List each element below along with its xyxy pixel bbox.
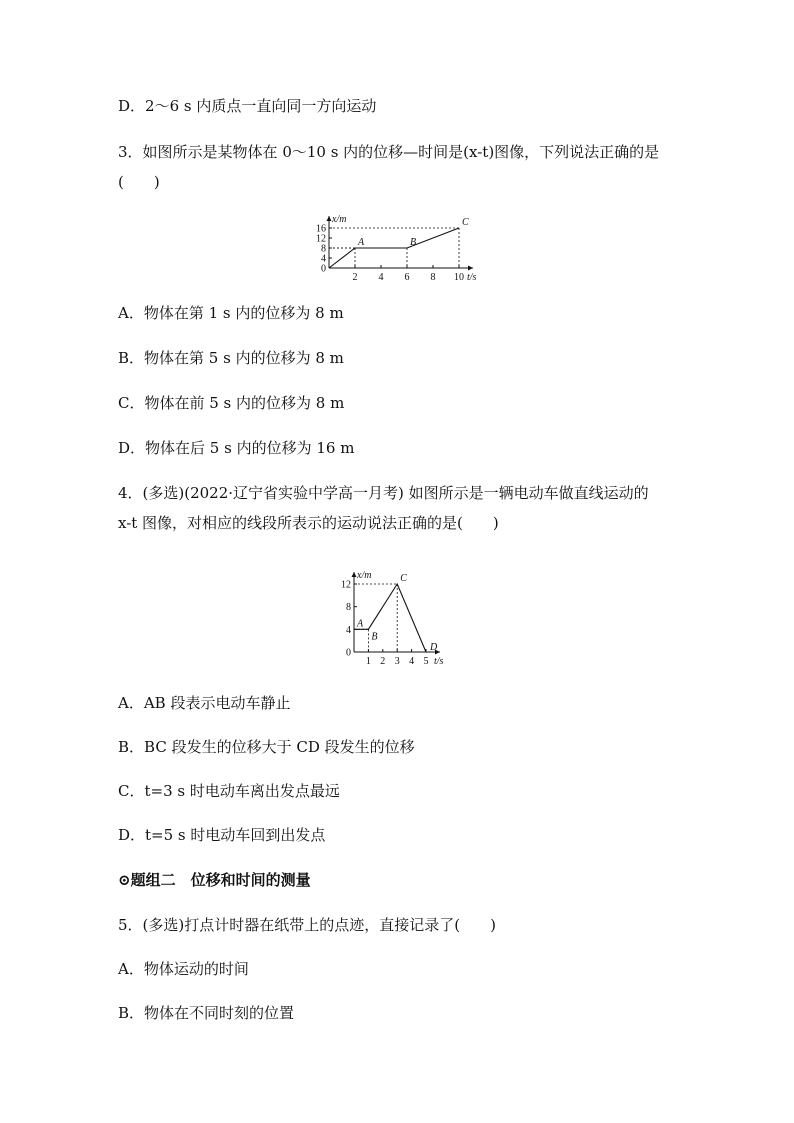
point-label-c: C <box>462 217 469 228</box>
x-tick-label: 4 <box>409 656 415 667</box>
series-line <box>329 228 459 268</box>
y-axis-label: x/m <box>332 214 347 225</box>
q4-option-d: D．t=5 s 时电动车回到出发点 <box>118 826 326 844</box>
q3-xt-chart <box>305 205 495 287</box>
y-axis-label: x/m <box>357 570 372 581</box>
q3-option-c: C．物体在前 5 s 内的位移为 8 m <box>118 394 345 412</box>
point-label-b: B <box>410 237 417 248</box>
x-tick-label: 8 <box>430 272 436 283</box>
q3-stem-line2: ( ) <box>118 173 160 191</box>
y-tick-label: 16 <box>316 223 326 235</box>
q3-option-d: D．物体在后 5 s 内的位移为 16 m <box>118 439 355 457</box>
x-tick-label: 6 <box>404 272 410 283</box>
q5-option-b: B．物体在不同时刻的位置 <box>118 1004 295 1022</box>
q4-option-a: A．AB 段表示电动车静止 <box>118 694 291 712</box>
y-tick-label: 4 <box>346 624 351 636</box>
x-axis-arrow <box>468 266 473 271</box>
point-label-b: B <box>371 631 378 643</box>
point-label-c: C <box>400 573 407 584</box>
y-tick-label: 8 <box>346 602 351 614</box>
y-axis-arrow <box>327 216 332 221</box>
x-tick-label: 3 <box>394 656 400 667</box>
q2-option-d: D．2～6 s 内质点一直向同一方向运动 <box>118 97 377 115</box>
y-tick-label: 0 <box>321 263 326 275</box>
q4-stem-line1: 4．(多选)(2022·辽宁省实验中学高一月考) 如图所示是一辆电动车做直线运动的 <box>118 484 649 502</box>
q3-stem-line1: 3．如图所示是某物体在 0～10 s 内的位移—时间是(x-t)图像，下列说法正确的是 <box>118 143 660 161</box>
x-tick-label: 4 <box>378 272 384 283</box>
q4-xt-chart <box>328 556 468 671</box>
q3-option-a: A．物体在第 1 s 内的位移为 8 m <box>118 304 344 322</box>
y-axis-arrow <box>352 572 357 577</box>
point-label-a: A <box>357 618 364 630</box>
q3-option-b: B．物体在第 5 s 内的位移为 8 m <box>118 349 344 367</box>
x-tick-label: 2 <box>352 272 358 283</box>
q5-option-a: A．物体运动的时间 <box>118 960 249 978</box>
x-tick-label: 2 <box>380 656 386 667</box>
q4-option-b: B．BC 段发生的位移大于 CD 段发生的位移 <box>118 738 415 756</box>
x-tick-label: 10 <box>454 272 464 283</box>
q4-stem-line2: x-t 图像，对相应的线段所表示的运动说法正确的是( ) <box>118 514 499 532</box>
point-label-a: A <box>358 237 365 248</box>
y-tick-label: 8 <box>321 243 326 255</box>
q5-stem-line1: 5．(多选)打点计时器在纸带上的点迹，直接记录了( ) <box>118 916 496 934</box>
y-tick-label: 4 <box>321 253 326 265</box>
y-tick-label: 12 <box>316 233 326 245</box>
x-axis-label: t/s <box>467 272 477 283</box>
x-axis-label: t/s <box>434 656 444 667</box>
point-label-d: D <box>430 642 438 653</box>
x-tick-label: 1 <box>365 656 371 667</box>
series-line <box>354 584 426 652</box>
x-tick-label: 5 <box>423 656 429 667</box>
q4-option-c: C．t=3 s 时电动车离出发点最远 <box>118 782 340 800</box>
y-tick-label: 12 <box>341 579 351 591</box>
section-heading: ⊙题组二 位移和时间的测量 <box>118 871 311 889</box>
y-tick-label: 0 <box>346 647 351 659</box>
